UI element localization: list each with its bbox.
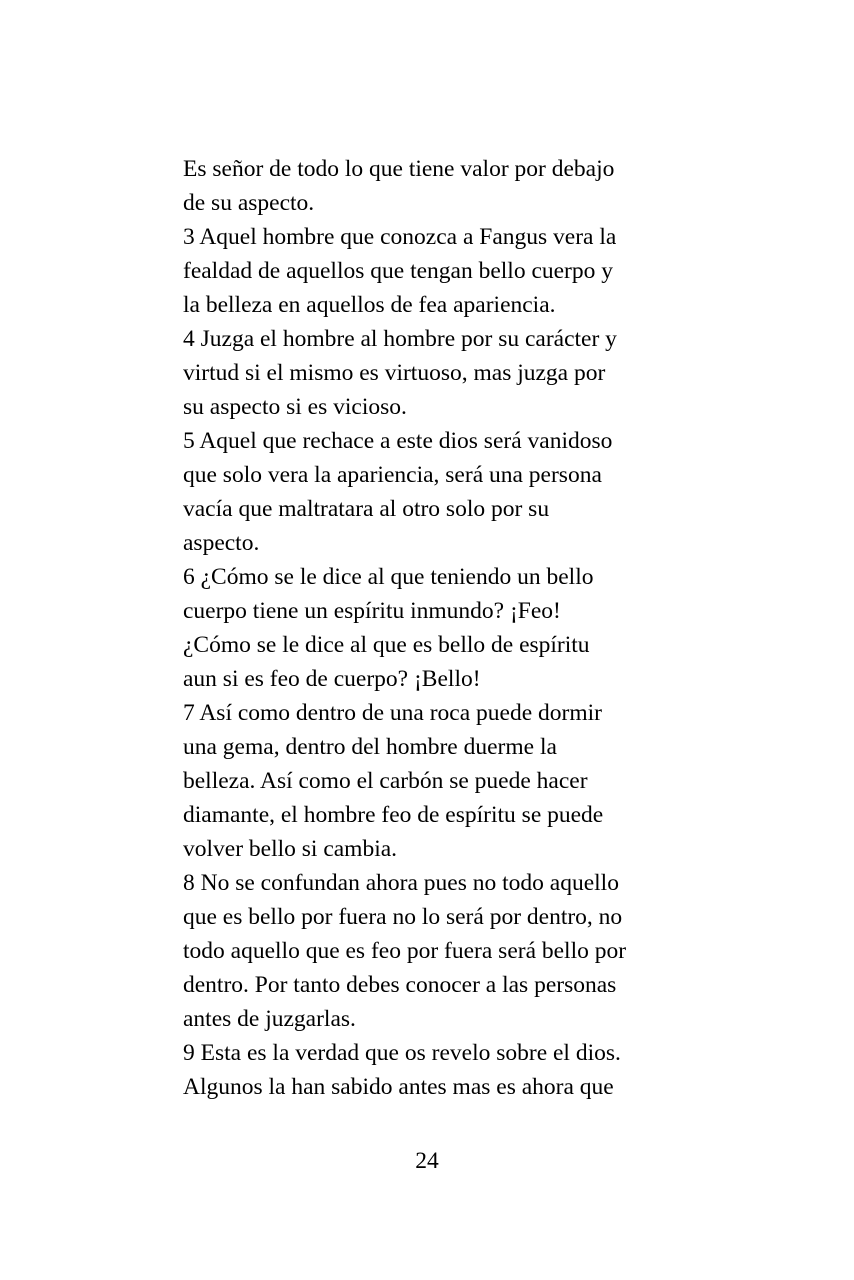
text-line: 4 Juzga el hombre al hombre por su carácter y	[183, 326, 617, 352]
text-line: 7 Así como dentro de una roca puede dormir	[183, 700, 602, 726]
text-line: la belleza en aquellos de fea apariencia.	[183, 292, 556, 318]
text-line: que es bello por fuera no lo será por dentro, no	[183, 904, 623, 930]
text-line: 3 Aquel hombre que conozca a Fangus vera la	[183, 224, 617, 250]
text-line: Algunos la han sabido antes mas es ahora que	[183, 1074, 614, 1100]
text-line: diamante, el hombre feo de espíritu se puede	[183, 802, 604, 828]
text-line: dentro. Por tanto debes conocer a las personas	[183, 972, 617, 998]
text-line: Es señor de todo lo que tiene valor por debajo	[183, 156, 615, 182]
text-line: volver bello si cambia.	[183, 836, 398, 862]
text-line: una gema, dentro del hombre duerme la	[183, 734, 557, 760]
text-line: cuerpo tiene un espíritu inmundo? ¡Feo!	[183, 598, 561, 624]
text-line: antes de juzgarlas.	[183, 1006, 356, 1032]
text-line: 8 No se confundan ahora pues no todo aquello	[183, 870, 619, 896]
text-line: que solo vera la apariencia, será una persona	[183, 462, 602, 488]
text-line: virtud si el mismo es virtuoso, mas juzga por	[183, 360, 606, 386]
text-line: de su aspecto.	[183, 190, 315, 216]
text-line: su aspecto si es vicioso.	[183, 394, 407, 420]
text-line: aun si es feo de cuerpo? ¡Bello!	[183, 666, 481, 692]
text-line: 6 ¿Cómo se le dice al que teniendo un bello	[183, 564, 594, 590]
text-line: vacía que maltratara al otro solo por su	[183, 496, 550, 522]
text-line: 5 Aquel que rechace a este dios será vanidoso	[183, 428, 613, 454]
body-text	[183, 152, 683, 1104]
text-line: belleza. Así como el carbón se puede hacer	[183, 768, 588, 794]
text-line: ¿Cómo se le dice al que es bello de espíritu	[183, 632, 590, 658]
page-number: 24	[415, 1148, 439, 1174]
text-line: todo aquello que es feo por fuera será bello por	[183, 938, 627, 964]
text-line: 9 Esta es la verdad que os revelo sobre el dios.	[183, 1040, 621, 1066]
text-line: aspecto.	[183, 530, 260, 556]
text-line: fealdad de aquellos que tengan bello cuerpo y	[183, 258, 614, 284]
